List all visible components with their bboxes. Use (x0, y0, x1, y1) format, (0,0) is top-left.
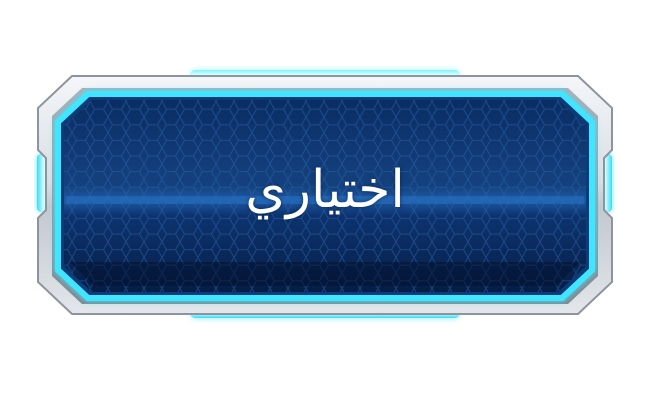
button-label: اختياري (245, 160, 405, 220)
